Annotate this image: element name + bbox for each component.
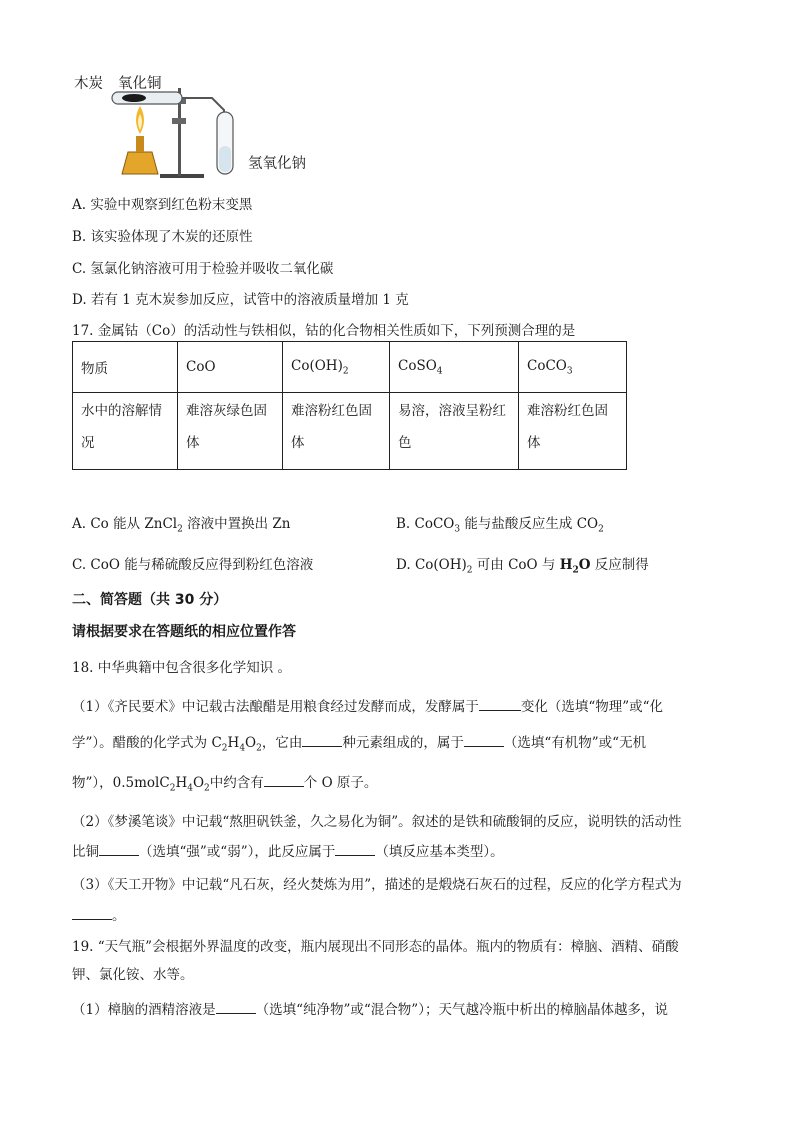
header-cell-cooh2: $Co(OH)_2$ — [283, 342, 390, 393]
q19-line1: 19. “天气瓶”会根据外界温度的改变，瓶内展现出不同形态的晶体。瓶内的物质有：樟脑、酒精、硝酸 — [72, 939, 679, 955]
section-title: 二、简答题（共 30 分） — [72, 592, 228, 608]
row-label-solubility: 水中的溶解情 况 — [73, 393, 178, 470]
label-sodium-hydroxide: 氢氧化钠 — [248, 156, 306, 172]
answer-blank[interactable] — [479, 698, 521, 711]
header-cell-coo: CoO — [178, 342, 283, 393]
q18-part1-line3: 物”），$0.5molC_2H_4O_2$中约含有 个 O 原子。 — [72, 775, 378, 794]
q18-stem: 18. 中华典籍中包含很多化学知识 。 — [72, 660, 292, 676]
cell-coo: 难溶灰绿色固 体 — [178, 393, 283, 470]
answer-blank[interactable] — [72, 907, 112, 920]
cell-coco3: 难溶粉红色固 体 — [519, 393, 627, 470]
q18-part3-line1: （3）《天工开物》中记载“凡石灰，经火焚炼为用”，描述的是煅烧石灰石的过程，反应的化学方程式为 — [72, 877, 682, 893]
apparatus-figure — [72, 66, 332, 190]
answer-blank[interactable] — [264, 774, 304, 787]
header-cell-coso4: CoSO$_4$ — [390, 342, 519, 393]
answer-blank[interactable] — [99, 843, 139, 856]
answer-blank[interactable] — [216, 1001, 256, 1014]
table-header-row — [73, 342, 627, 393]
q18-part1-line2: 学”）。醋酸的化学式为 $C_2H_4O_2$，它由 种元素组成的，属于 （选填“有机物”或“无机 — [72, 735, 647, 754]
q18-part1-line1: （1）《齐民要术》中记载古法酿醋是用粮食经过发酵而成，发酵属于 变化（选填“物理”或“化 — [72, 699, 664, 715]
q16-option-c: C. 氢氯化钠溶液可用于检验并吸收二氧化碳 — [72, 261, 334, 277]
q18-part2-line1: （2）《梦溪笔谈》中记载“熬胆矾铁釜，久之易化为铜”。叙述的是铁和硫酸铜的反应，说明铁的活动性 — [72, 814, 682, 830]
cobalt-properties-table — [72, 341, 627, 470]
answer-blank[interactable] — [302, 734, 342, 747]
header-cell-substance: 物质 — [73, 342, 178, 393]
cell-coso4: 易溶，溶液呈粉红 色 — [390, 393, 519, 470]
q17-option-d: D. $Co(OH)_2$ 可由 CoO 与 $H_2O$ 反应制得 — [396, 557, 649, 576]
q16-option-a: A. 实验中观察到红色粉末变黑 — [72, 197, 253, 213]
q17-stem: 17. 金属钴（Co）的活动性与铁相似，钴的化合物相关性质如下，下列预测合理的是 — [72, 323, 576, 339]
q17-option-c: C. CoO 能与稀硫酸反应得到粉红色溶液 — [72, 557, 314, 573]
answer-blank[interactable] — [335, 843, 375, 856]
answer-blank[interactable] — [464, 734, 504, 747]
q18-part3-line2: 。 — [72, 904, 126, 924]
section-instruction: 请根据要求在答题纸的相应位置作答 — [72, 624, 296, 640]
q19-line2: 钾、氯化铵、水等。 — [72, 967, 194, 983]
label-charcoal: 木炭 — [74, 76, 103, 92]
q17-option-b: B. CoCO$_3$ 能与盐酸反应生成 $CO_2$ — [396, 516, 604, 535]
apparatus-drawing — [72, 66, 332, 190]
q19-part1-line1: （1）樟脑的酒精溶液是 （选填“纯净物”或“混合物”）；天气越冷瓶中析出的樟脑晶体越多，说 — [72, 1002, 668, 1018]
label-copper-oxide: 氧化铜 — [118, 76, 162, 92]
q16-option-b: B. 该实验体现了木炭的还原性 — [72, 229, 253, 245]
q16-option-d: D. 若有 1 克木炭参加反应，试管中的溶液质量增加 1 克 — [72, 292, 409, 308]
q18-part2-line2: 比铜 （选填“强”或“弱”），此反应属于 （填反应基本类型）。 — [72, 844, 504, 860]
q17-option-a: A. Co 能从 ZnCl$_2$ 溶液中置换出 Zn — [72, 516, 291, 535]
cell-cooh2: 难溶粉红色固 体 — [283, 393, 390, 470]
table-row-solubility — [73, 393, 627, 470]
header-cell-coco3: CoCO$_3$ — [519, 342, 627, 393]
